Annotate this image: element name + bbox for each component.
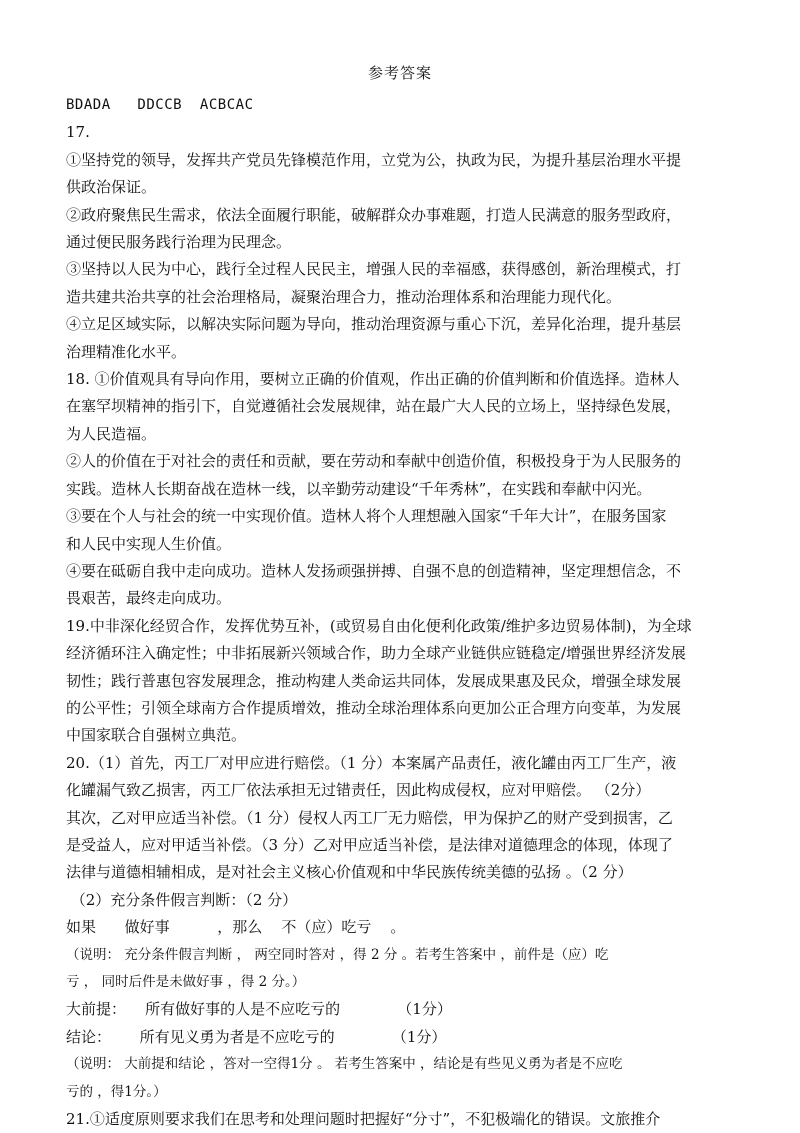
text-line: 中国家联合自强树立典范。: [66, 726, 247, 745]
text-line: ③要在个人与社会的统一中实现价值。造林人将个人理想融入国家“千年大计”，在服务国家: [66, 507, 667, 526]
text-line: 21.①适度原则要求我们在思考和处理问题时把握好“分寸”，不犯极端化的错误。文旅推介: [66, 1110, 661, 1129]
answer-content: [66, 92, 744, 1133]
text-line: ③坚持以人民为中心，践行全过程人民民主，增强人民的幸福感，获得感创，新治理模式，打: [66, 260, 682, 279]
text-line: ②人的价值在于对社会的责任和贡献，要在劳动和奉献中创造价值，积极投身于为人民服务的: [66, 452, 682, 471]
text-line: 的公平性；引领全球南方合作提质增效，推动全球治理体系向更加公正合理方向变革，为发展: [66, 698, 682, 717]
text-line: 19.中非深化经贸合作，发挥优势互补，(或贸易自由化便利化政策/维护多边贸易体制)，为全球: [66, 616, 692, 635]
text-line: 造共建共治共享的社会治理格局，凝聚治理合力，推动治理体系和治理能力现代化。: [66, 287, 622, 306]
text-line: 化罐漏气致乙损害，丙工厂依法承担无过错责任，因此构成侵权，应对甲赔偿。 （2分）: [66, 781, 651, 800]
text-line: 如果 做好事 ，那么 不（应）吃亏 。: [66, 918, 406, 937]
text-line: 20.（1）首先，丙工厂对甲应进行赔偿。（1 分）本案属产品责任，液化罐由丙工厂生产，液: [66, 753, 677, 772]
text-line: 大前提： 所有做好事的人是不应吃亏的 （1分）: [66, 1000, 452, 1019]
text-line: ④立足区域实际，以解决实际问题为导向，推动治理资源与重心下沉，差异化治理，提升基层: [66, 315, 682, 334]
text-line: 经济循环注入确定性；中非拓展新兴领域合作，助力全球产业链供应链稳定/增强世界经济发展: [66, 644, 687, 663]
text-line: 畏艰苦，最终走向成功。: [66, 589, 232, 608]
text-line: 18. ①价值观具有导向作用，要树立正确的价值观，作出正确的价值判断和价值选择。造林人: [66, 370, 680, 389]
text-line: ④要在砥砺自我中走向成功。造林人发扬顽强拼搏、自强不息的创造精神，坚定理想信念，不: [66, 561, 682, 580]
page-title: 参考答案: [367, 64, 432, 82]
text-line: 是受益人，应对甲适当补偿。（3 分）乙对甲应适当补偿，是法律对道德理念的体现，体现了: [66, 835, 673, 854]
text-line: ①坚持党的领导，发挥共产党员先锋模范作用，立党为公，执政为民，为提升基层治理水平提: [66, 150, 682, 169]
text-line: 韧性；践行普惠包容发展理念，推动构建人类命运共同体，发展成果惠及民众，增强全球发展: [66, 671, 682, 690]
text-line: 供政治保证。: [66, 178, 157, 197]
text-line: 通过便民服务践行治理为民理念。: [66, 233, 292, 252]
note-line: 亏的 ，得1分。）: [66, 1083, 167, 1100]
note-line: 亏 ， 同时后件是未做好事 ，得 2 分。）: [66, 974, 306, 990]
choice-answers: BDADA DDCCB ACBCAC: [66, 97, 254, 113]
note-line: （说明： 大前提和结论 ，答对一空得1分 。 若考生答案中 ，结论是有些见义勇为者是不应吃: [66, 1056, 623, 1073]
note-line: （说明： 充分条件假言判断 ， 两空同时答对 ，得 2 分 。若考生答案中 ，前件是（应）吃: [66, 946, 609, 963]
text-line: 结论： 所有见义勇为者是不应吃亏的 （1分）: [66, 1027, 447, 1046]
text-line: 为人民造福。: [66, 424, 157, 443]
text-line: 和人民中实现人生价值。: [66, 534, 232, 553]
text-line: ②政府聚焦民生需求，依法全面履行职能，破解群众办事难题，打造人民满意的服务型政府，: [66, 205, 682, 224]
text-line: 实践。造林人长期奋战在造林一线，以辛勤劳动建设“千年秀林”，在实践和奉献中闪光。: [66, 479, 652, 498]
text-line: 在塞罕坝精神的指引下，自觉遵循社会发展规律，站在最广大人民的立场上，坚持绿色发展，: [66, 397, 682, 416]
text-line: 治理精准化水平。: [66, 342, 187, 361]
text-line: 法律与道德相辅相成，是对社会主义核心价值观和中华民族传统美德的弘扬 。（2 分）: [66, 863, 633, 882]
text-line: （2）充分条件假言判断：（2 分）: [66, 890, 298, 909]
text-line: 17.: [66, 123, 90, 142]
text-line: 其次，乙对甲应适当补偿。（1 分）侵权人丙工厂无力赔偿，甲为保护乙的财产受到损害，乙: [66, 808, 673, 827]
